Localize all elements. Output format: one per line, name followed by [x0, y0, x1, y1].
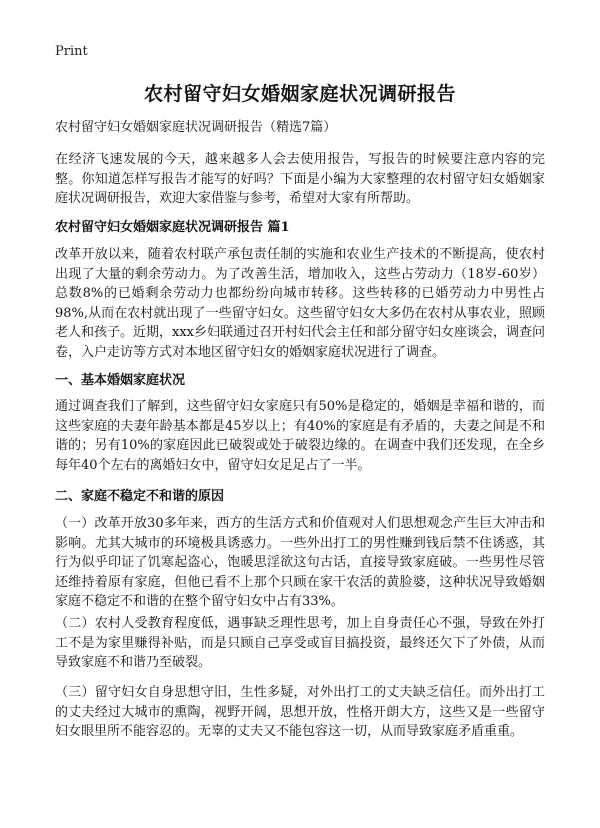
page-title: 农村留守妇女婚姻家庭状况调研报告	[143, 83, 456, 105]
heading-basic-status: 一、基本婚姻家庭状况	[55, 373, 186, 388]
intro-paragraph: 在经济飞速发展的今天，越来越多人会去使用报告，写报告的时候要注意内容的完整。你知道怎样写报告才能写的好吗？下面是小编为大家整理的农村留守妇女婚姻家庭状况调研报告，欢迎大家借鉴与参考，希望对大家有所帮助。	[55, 152, 545, 206]
section1-paragraph: 改革开放以来，随着农村联产承包责任制的实施和农业生产技术的不断提高，使农村出现了大量的剩余劳动力。为了改善生活，增加收入，这些占劳动力（18岁-60岁）总数8%的已婚剩余劳动力也都纷纷向城市转移。这些转移的已婚劳动力中男性占98%,从而在农村就出现了一些留守妇女。这些留守妇女大多仍在农村从事农业，照顾老人和孩子。近期，xxx乡妇联通过召开村妇代会主任和部分留守妇女座谈会，调查问卷，入户走访等方式对本地区留守妇女的婚姻家庭状况进行了调查。	[55, 247, 545, 360]
reason-3-paragraph: （三）留守妇女自身思想守旧，生性多疑，对外出打工的丈夫缺乏信任。而外出打工的丈夫经过大城市的熏陶，视野开阔，思想开放，性格开朗大方，这些又是一些留守妇女眼里所不能容忍的。无辜的丈夫又不能包容这一切，从而导致家庭矛盾重重。	[55, 685, 545, 739]
heading-reasons: 二、家庭不稳定不和谐的原因	[55, 489, 225, 504]
print-label[interactable]: Print	[55, 44, 88, 59]
basic-status-paragraph: 通过调查我们了解到，这些留守妇女家庭只有50%是稳定的，婚姻是幸福和谐的，而这些家庭的夫妻年龄基本都是45岁以上；有40%的家庭是有矛盾的，夫妻之间是不和谐的；另有10%的家庭因此已破裂或处于破裂边缘的。在调查中我们还发现，在全乡每年40个左右的离婚妇女中，留守妇女足足占了一半。	[55, 399, 545, 473]
reason-2-paragraph: （二）农村人受教育程度低，遇事缺乏理性思考，加上自身责任心不强，导致在外打工不是为家里赚得补贴，而是只顾自己享受或盲目搞投资，最终还欠下了外债，从而导致家庭不和谐乃至破裂。	[55, 616, 545, 670]
section-heading-1: 农村留守妇女婚姻家庭状况调研报告 篇1	[55, 220, 290, 235]
reason-1-paragraph: （一）改革开放30多年来，西方的生活方式和价值观对人们思想观念产生巨大冲击和影响。尤其大城市的环境极具诱惑力。一些外出打工的男性赚到钱后禁不住诱惑，其行为似乎印证了饥寒起盗心，饱暖思淫欲这句古话，直接导致家庭破。一些男性尽管还维持着原有家庭，但他已看不上那个只顾在家干农活的黄脸婆，这种状况导致婚姻家庭不稳定不和谐的在整个留守妇女中占有33%。	[55, 516, 545, 609]
subtitle: 农村留守妇女婚姻家庭状况调研报告（精选7篇）	[55, 120, 337, 135]
